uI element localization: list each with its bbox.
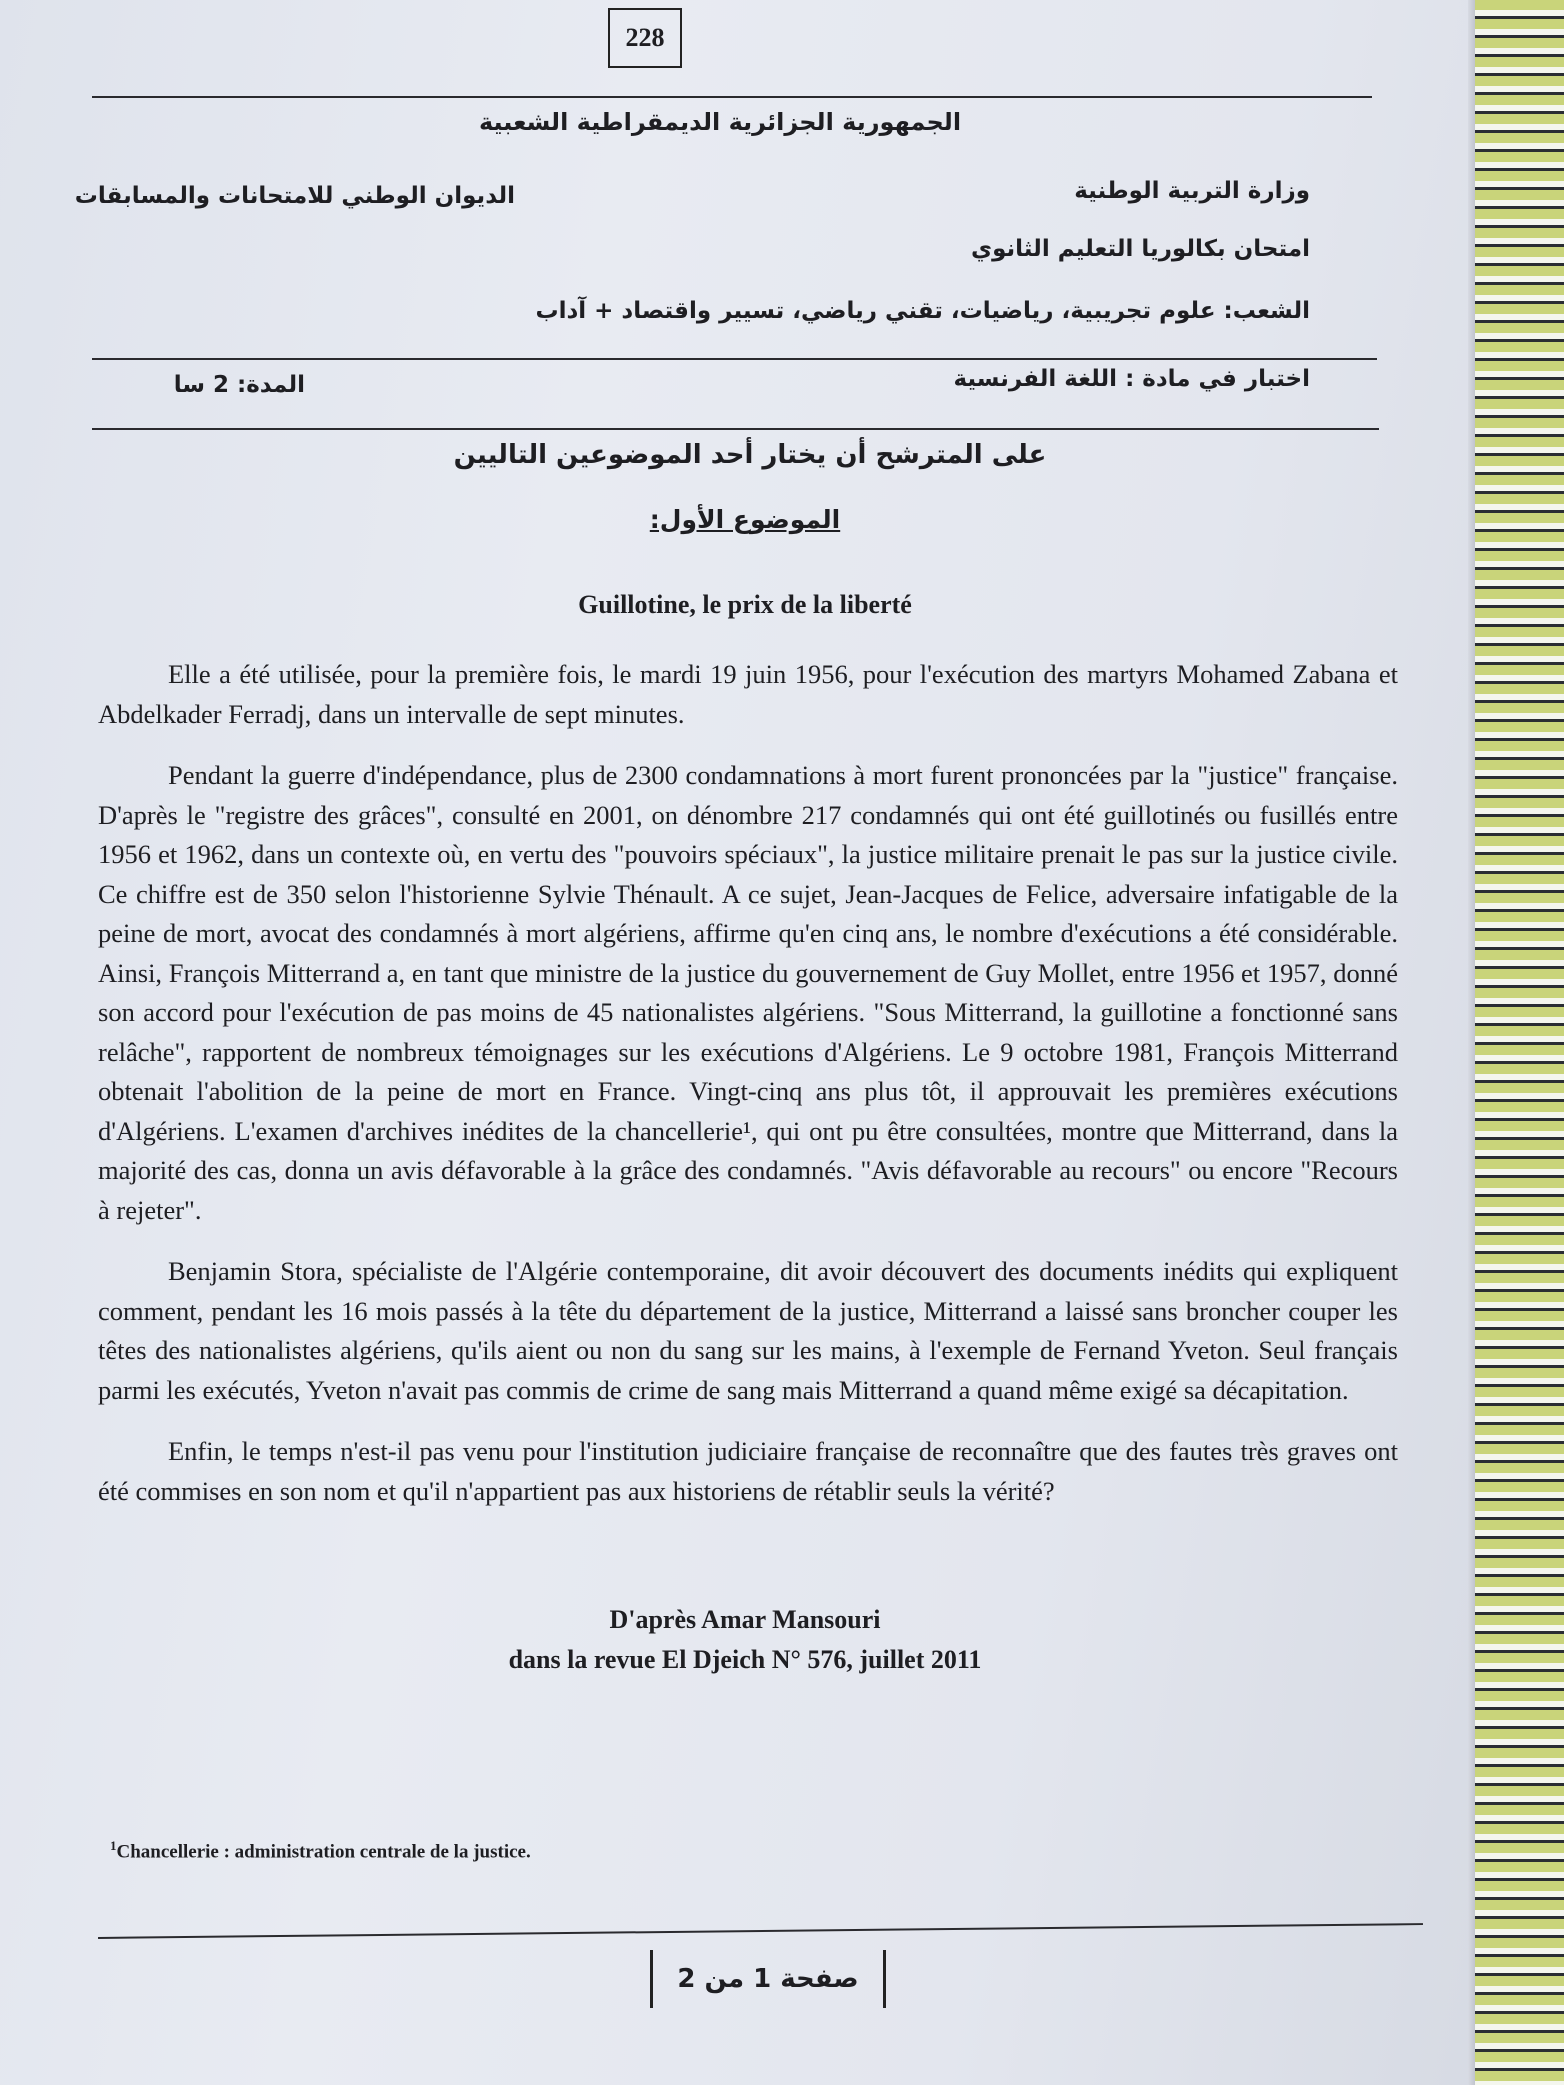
footer-rule: [98, 1923, 1423, 1939]
footnote-marker: 1: [110, 1838, 117, 1853]
exam-label: امتحان بكالوريا التعليم الثانوي: [971, 236, 1310, 262]
footnote-text: Chancellerie : administration centrale de la justice.: [116, 1841, 531, 1863]
source-author: D'après Amar Mansouri: [609, 1605, 881, 1634]
office-label: الديوان الوطني للامتحانات والمسابقات: [74, 183, 515, 209]
paragraph-2: Pendant la guerre d'indépendance, plus de 2300 condamnations à mort furent prononcées par la "justice" française. D'après le "registre des grâces", consulté en 2001, on dénombre 217 condamnés qui ont été guillotinés ou fusillés entre 1956 et 1962, dans un contexte où, en vertu des "pouvoirs spéciaux", la justice militaire prenait le pas sur la justice civile. Ce chiffre est de 350 selon l'historienne Sylvie Thénault. A ce sujet, Jean-Jacques de Felice, adversaire infatigable de la peine de mort, avocat des condamnés à mort algériens, affirme qu'en cinq ans, le nombre d'exécutions a été considérable. Ainsi, François Mitterrand a, en tant que ministre de la justice du gouvernement de Guy Mollet, entre 1956 et 1957, donné son accord pour l'exécution de pas moins de 45 nationalistes algériens. "Sous Mitterrand, la guillotine a fonctionné sans relâche", rapportent de nombreux témoignages sur les exécutions d'Algériens. Le 9 octobre 1981, François Mitterrand obtenait l'abolition de la peine de mort en France. Vingt-cinq ans plus tôt, il approuvait les premières exécutions d'Algériens. L'examen d'archives inédites de la chancellerie¹, qui ont pu être consultées, montre que Mitterrand, dans la majorité des cas, donna un avis défavorable à la grâce des condamnés. "Avis défavorable au recours" ou encore "Recours à rejeter".: [98, 760, 1398, 1225]
topic-label: الموضوع الأول:: [649, 505, 841, 534]
spiral-binding: [1475, 0, 1564, 2085]
subject-label: اختبار في مادة : اللغة الفرنسية: [953, 366, 1310, 392]
article-title: Guillotine, le prix de la liberté: [578, 590, 912, 619]
page-label: صفحة 1 من 2: [650, 1950, 886, 2008]
source-publication: dans la revue El Djeich N° 576, juillet 2011: [508, 1645, 982, 1674]
header-rule-middle: [92, 358, 1377, 360]
article-body: [98, 655, 1398, 1533]
paragraph-3: Benjamin Stora, spécialiste de l'Algérie contemporaine, dit avoir découvert des documents inédits qui expliquent comment, pendant les 16 mois passés à la tête du département de la justice, Mitterrand a laissé sans broncher couper les têtes des nationalistes algériens, qu'ils aient ou non du sang sur les mains, à l'exemple de Fernand Yveton. Seul français parmi les exécutés, Yveton n'avait pas commis de crime de sang mais Mitterrand a quand même exigé sa décapitation.: [98, 1256, 1398, 1405]
header-rule-bottom: [92, 428, 1379, 430]
header-rule-top: [92, 96, 1372, 98]
ministry-label: وزارة التربية الوطنية: [1074, 178, 1310, 204]
republic-title: الجمهورية الجزائرية الديمقراطية الشعبية: [478, 108, 962, 136]
instruction-label: على المترشح أن يختار أحد الموضوعين التاليين: [453, 440, 1047, 470]
page-number-box: 228: [608, 8, 682, 68]
streams-label: الشعب: علوم تجريبية، رياضيات، تقني رياضي، تسيير واقتصاد + آداب: [535, 298, 1310, 324]
paragraph-4: Enfin, le temps n'est-il pas venu pour l'institution judiciaire française de reconnaître que des fautes très graves ont été commises en son nom et qu'il n'appartient pas aux historiens de rétablir seuls la vérité?: [98, 1436, 1398, 1506]
paragraph-1: Elle a été utilisée, pour la première fois, le mardi 19 juin 1956, pour l'exécution des martyrs Mohamed Zabana et Abdelkader Ferradj, dans un intervalle de sept minutes.: [98, 659, 1398, 729]
footnote: [110, 1838, 531, 1863]
article-source: [100, 1600, 1390, 1680]
duration-label: المدة: 2 سا: [173, 372, 305, 398]
